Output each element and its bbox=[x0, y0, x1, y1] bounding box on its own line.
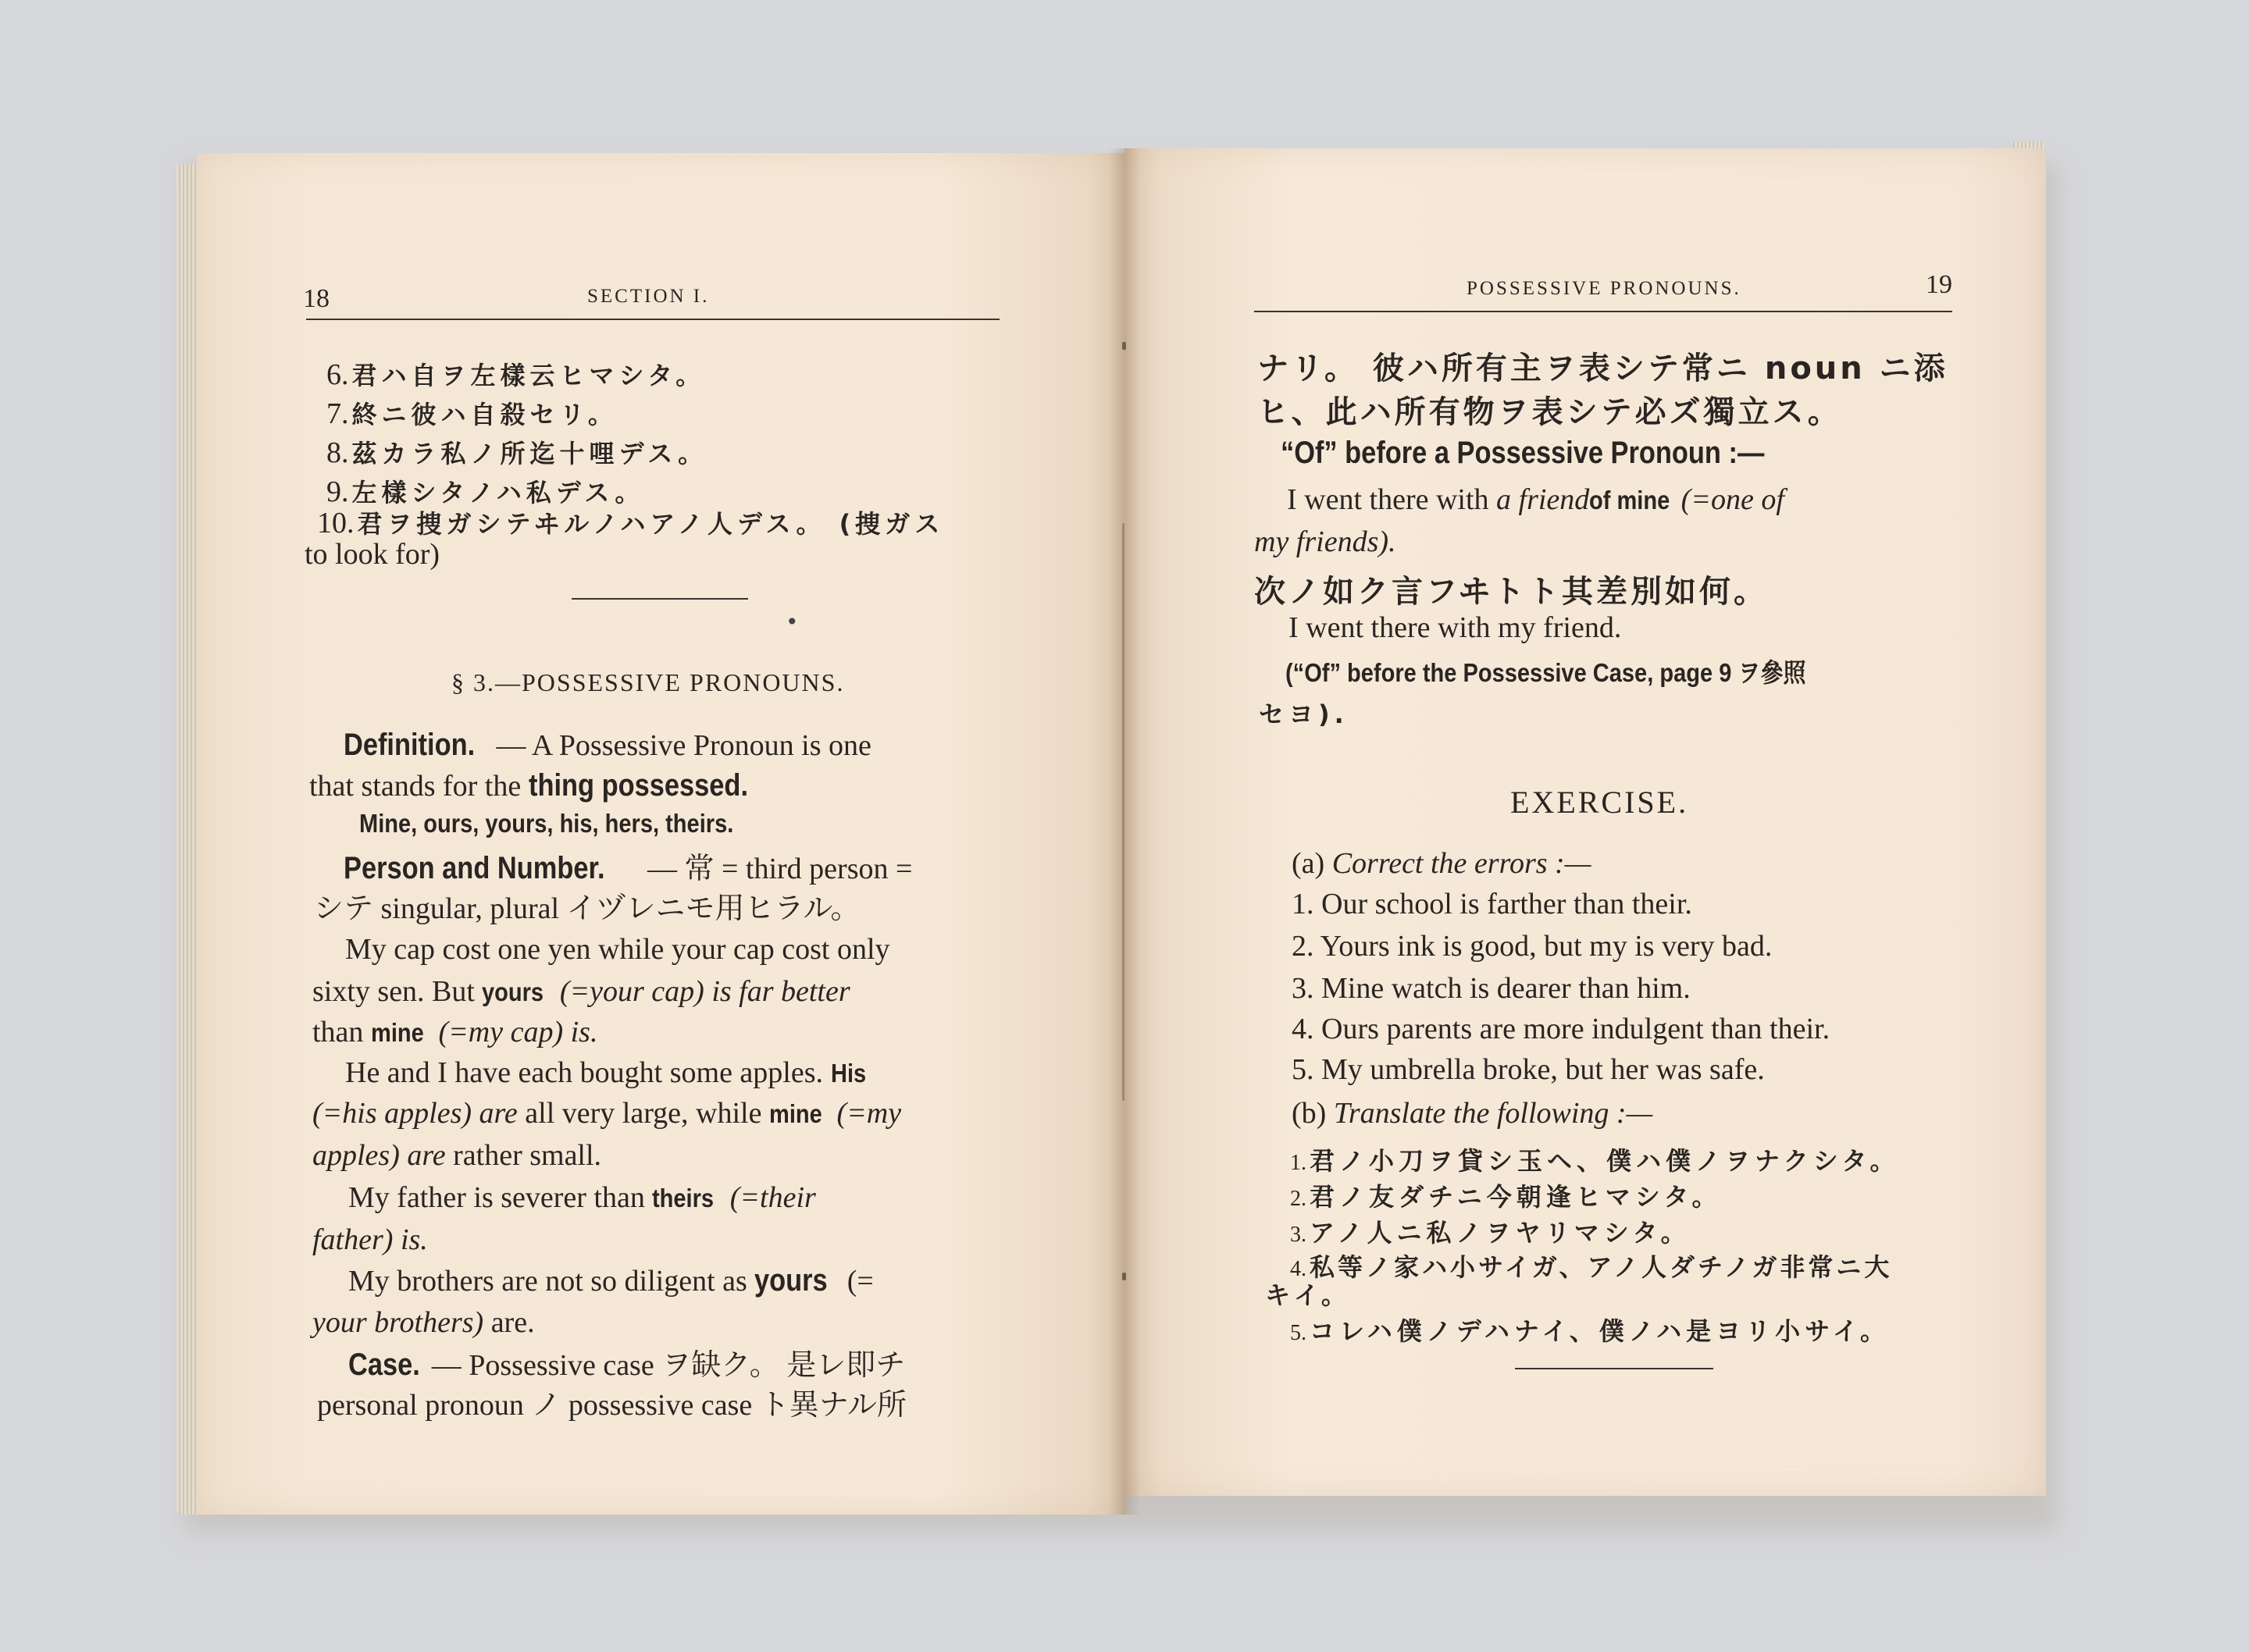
list-item: 9. 左樣シタノハ私デス。 bbox=[326, 475, 645, 508]
list-item: 10. 君ヲ捜ガシテヰルノハアノ人デス。 (捜ガス bbox=[317, 507, 945, 539]
part-a-heading: (a) Correct the errors :— bbox=[1292, 847, 1591, 880]
person-line-2: シテ singular, plural イヅレニモ用ヒラル。 bbox=[314, 892, 861, 925]
para1-line-1: My cap cost one yen while your cap cost only bbox=[345, 933, 890, 966]
binding-thread bbox=[1122, 523, 1124, 1101]
stitch-mark bbox=[1122, 1273, 1126, 1280]
para2-line-1: He and I have each bought some apples. His bbox=[345, 1056, 866, 1089]
section-title: § 3.—POSSESSIVE PRONOUNS. bbox=[451, 668, 845, 696]
right-top-line-1: ナリ。 彼ハ所有主ヲ表シテ常ニ noun ニ添 bbox=[1257, 351, 1948, 386]
para3-line-2: father) is. bbox=[312, 1223, 428, 1256]
para1-line-2: sixty sen. But yours (=your cap) is far better bbox=[312, 975, 850, 1008]
list-item: 1. Our school is farther than their. bbox=[1292, 888, 1692, 920]
note-line-2: セヨ). bbox=[1259, 700, 1349, 729]
exercise-heading: EXERCISE. bbox=[1510, 785, 1689, 820]
para4-line-1: My brothers are not so diligent as yours (= bbox=[348, 1263, 874, 1298]
list-item-continuation: キイ。 bbox=[1265, 1280, 1351, 1310]
example-line-2: my friends). bbox=[1254, 525, 1396, 558]
para2-line-3: apples) are rather small. bbox=[312, 1139, 602, 1172]
end-rule bbox=[1515, 1368, 1713, 1369]
list-item: 5. コレハ僕ノデハナイ、僕ノハ是ヨリ小サイ。 bbox=[1290, 1316, 1891, 1346]
list-item: 8. 茲カラ私ノ所迄十哩デス。 bbox=[326, 436, 708, 469]
header-rule-left bbox=[306, 319, 1000, 320]
stitch-mark bbox=[1122, 342, 1126, 350]
definition-line-2: that stands for the thing possessed. bbox=[309, 768, 748, 803]
header-rule-right bbox=[1254, 311, 1952, 312]
example-line-1: I went there with a friendof mine(=one of bbox=[1287, 483, 1784, 516]
example-2: I went there with my friend. bbox=[1288, 611, 1622, 644]
para3-line-1: My father is severer than theirs (=their bbox=[348, 1181, 816, 1214]
list-item: 2. Yours ink is good, but my is very bad. bbox=[1292, 930, 1773, 963]
list-item-continuation: to look for) bbox=[305, 538, 440, 571]
case-line-2: personal pronoun ノ possessive case ト異ナル所 bbox=[317, 1389, 907, 1422]
running-head-right: POSSESSIVE PRONOUNS. bbox=[1467, 278, 1741, 299]
list-item: 6. 君ハ自ヲ左樣云ヒマシタ。 bbox=[326, 358, 706, 391]
list-item: 2. 君ノ友ダチニ今朝逢ヒマシタ。 bbox=[1290, 1182, 1722, 1212]
list-item: 3. アノ人ニ私ノヲヤリマシタ。 bbox=[1290, 1218, 1691, 1248]
examples-line: Mine, ours, yours, his, hers, theirs. bbox=[359, 809, 734, 838]
running-head-left: SECTION I. bbox=[587, 286, 710, 307]
list-item: 4. Ours parents are more indulgent than their. bbox=[1292, 1013, 1830, 1045]
para2-line-2: (=his apples) are all very large, while mine (=my bbox=[312, 1097, 902, 1130]
section-divider bbox=[572, 598, 748, 600]
japanese-question: 次ノ如ク言フヰトト其差別如何。 bbox=[1254, 574, 1768, 610]
case-line-1: Case. — Possessive case ヲ缺ク。 是レ即チ bbox=[348, 1348, 906, 1382]
definition-line-1: Definition. — A Possessive Pronoun is one bbox=[344, 728, 871, 762]
right-top-line-2: ヒ、此ハ所有物ヲ表シテ必ズ獨立ス。 bbox=[1257, 394, 1842, 430]
para1-line-3: than mine (=my cap) is. bbox=[312, 1016, 598, 1049]
note-line-1: (“Of” before the Possessive Case, page 9 ヲ參照 bbox=[1285, 658, 1806, 687]
list-item: 5. My umbrella broke, but her was safe. bbox=[1292, 1053, 1765, 1086]
list-item: 4. 私等ノ家ハ小サイガ、アノ人ダチノガ非常ニ大 bbox=[1290, 1252, 1893, 1282]
person-line-1: Person and Number. — 常 = third person = bbox=[344, 851, 913, 885]
page-number-left: 18 bbox=[303, 284, 330, 313]
book-gutter bbox=[1109, 148, 1140, 1515]
page-number-right: 19 bbox=[1926, 270, 1952, 299]
of-heading: “Of” before a Possessive Pronoun :— bbox=[1281, 436, 1765, 470]
print-dot: • bbox=[786, 609, 799, 635]
para4-line-2: your brothers) are. bbox=[312, 1306, 535, 1339]
part-b-heading: (b) Translate the following :— bbox=[1292, 1097, 1653, 1130]
list-item: 3. Mine watch is dearer than him. bbox=[1292, 972, 1691, 1005]
list-item: 7. 終ニ彼ハ自殺セリ。 bbox=[326, 397, 618, 430]
list-item: 1. 君ノ小刀ヲ貸シ玉ヘ、僕ハ僕ノヲナクシタ。 bbox=[1290, 1146, 1900, 1176]
